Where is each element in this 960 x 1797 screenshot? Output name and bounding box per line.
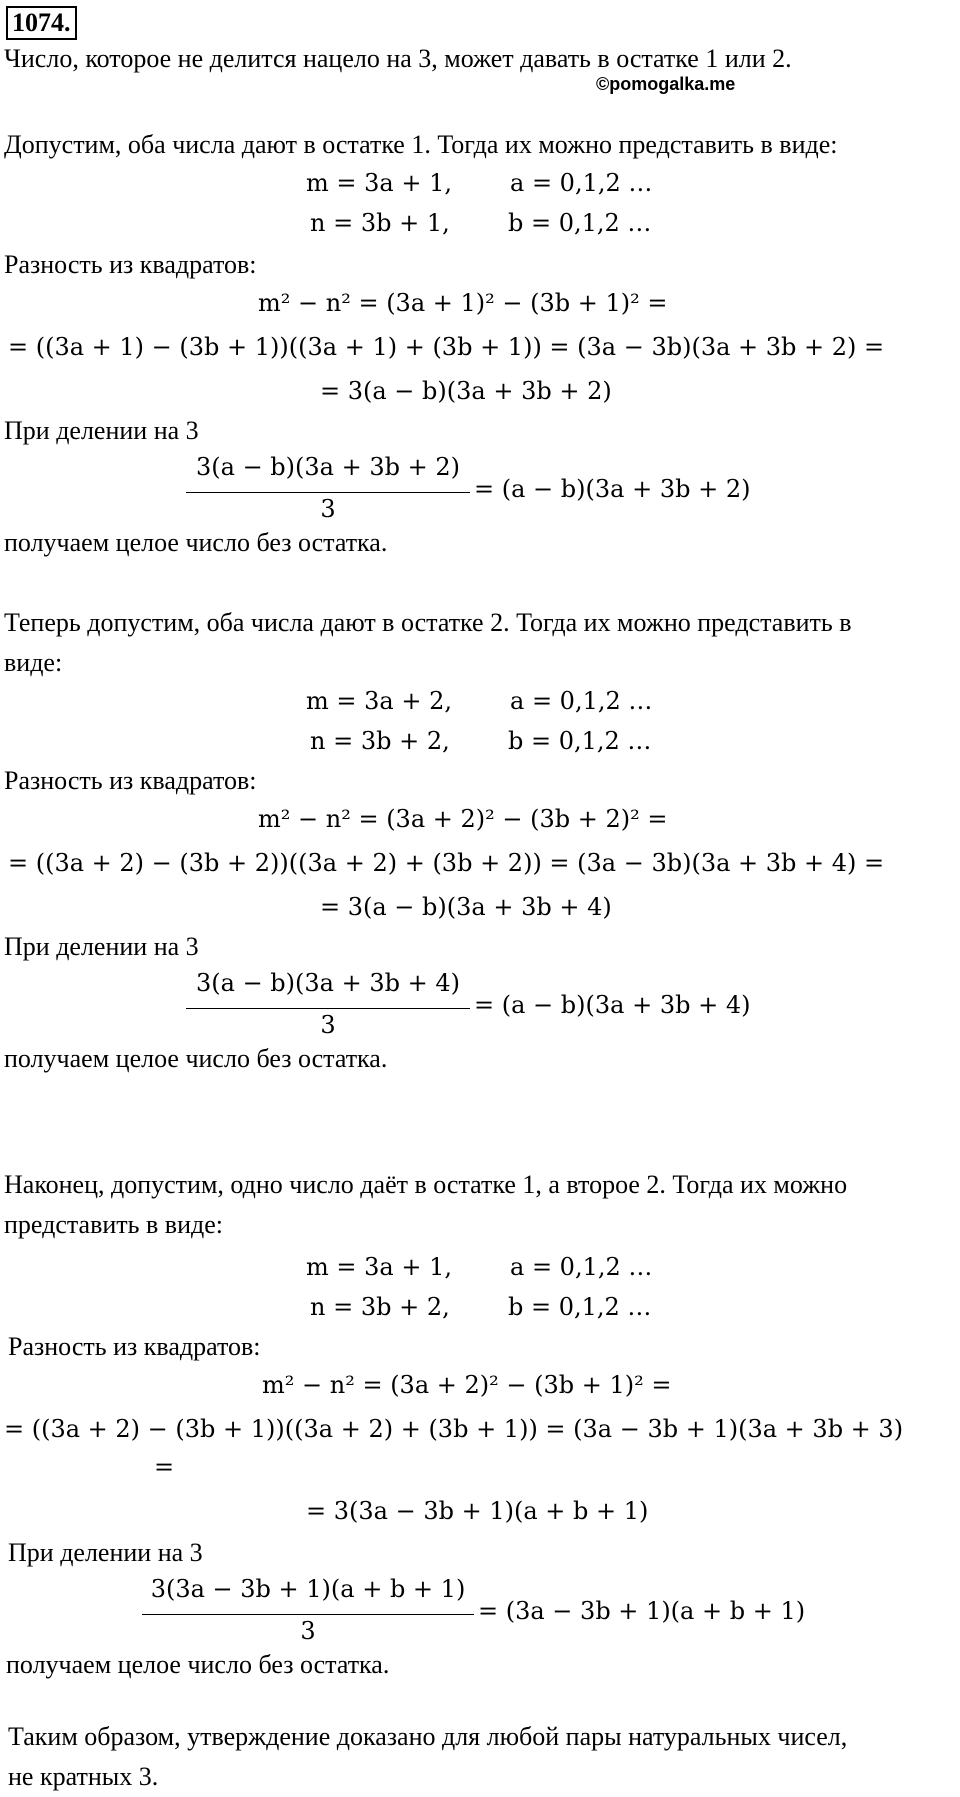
case1-fraction-denominator: 3 [320, 495, 336, 523]
case2-a-range: a = 0,1,2 … [510, 687, 653, 715]
case2-equation-1: m² − n² = (3a + 2)² − (3b + 2)² = [258, 805, 668, 833]
case2-fraction-result: = (a − b)(3a + 3b + 4) [474, 991, 751, 1019]
case1-equation-2: = ((3a + 1) − (3b + 1))((3a + 1) + (3b + 1)) = (3a − 3b)(3a + 3b + 2) = [8, 333, 885, 361]
case3-b-range: b = 0,1,2 … [508, 1293, 652, 1321]
case3-fraction-numerator: 3(3a − 3b + 1)(a + b + 1) [150, 1575, 466, 1603]
problem-number: 1074. [6, 6, 77, 40]
case2-n-definition: n = 3b + 2, [310, 727, 450, 755]
case3-fraction-denominator: 3 [300, 1617, 316, 1645]
case3-equation-2-continuation: = [154, 1453, 175, 1481]
case2-conclusion: получаем целое число без остатка. [4, 1044, 388, 1073]
case3-division-label: При делении на 3 [8, 1538, 203, 1567]
case1-n-definition: n = 3b + 1, [310, 209, 450, 237]
case3-conclusion: получаем целое число без остатка. [6, 1650, 390, 1679]
case1-equation-3: = 3(a − b)(3a + 3b + 2) [320, 377, 612, 405]
case1-a-range: a = 0,1,2 … [510, 169, 653, 197]
case1-b-range: b = 0,1,2 … [508, 209, 652, 237]
case1-m-definition: m = 3a + 1, [306, 169, 452, 197]
case1-diff-label: Разность из квадратов: [4, 250, 257, 279]
case3-equation-1: m² − n² = (3a + 2)² − (3b + 1)² = [262, 1371, 672, 1399]
case3-text-line-2: представить в виде: [4, 1210, 223, 1239]
case2-text-line-2: виде: [4, 648, 63, 677]
case3-diff-label: Разность из квадратов: [8, 1332, 261, 1361]
case2-division-label: При делении на 3 [4, 932, 199, 961]
case1-fraction-numerator: 3(a − b)(3a + 3b + 2) [196, 453, 460, 481]
final-statement-line-1: Таким образом, утверждение доказано для любой пары натуральных чисел, [8, 1722, 848, 1751]
case1-fraction-bar [186, 492, 470, 493]
case3-a-range: a = 0,1,2 … [510, 1253, 653, 1281]
case3-fraction-result: = (3a − 3b + 1)(a + b + 1) [478, 1597, 806, 1625]
final-statement-line-2: не кратных 3. [8, 1762, 159, 1791]
case1-division-label: При делении на 3 [4, 416, 199, 445]
case2-diff-label: Разность из квадратов: [4, 766, 257, 795]
case3-m-definition: m = 3a + 1, [306, 1253, 452, 1281]
case2-fraction-bar [186, 1008, 470, 1009]
case1-fraction-result: = (a − b)(3a + 3b + 2) [474, 475, 751, 503]
case3-fraction-bar [142, 1614, 474, 1615]
case2-text-line-1: Теперь допустим, оба числа дают в остатке 2. Тогда их можно представить в [4, 608, 852, 637]
case2-fraction-numerator: 3(a − b)(3a + 3b + 4) [196, 969, 460, 997]
case1-conclusion: получаем целое число без остатка. [4, 528, 388, 557]
case3-equation-2: = ((3a + 2) − (3b + 1))((3a + 2) + (3b + 1)) = (3a − 3b + 1)(3a + 3b + 3) [4, 1415, 904, 1443]
case3-n-definition: n = 3b + 2, [310, 1293, 450, 1321]
case2-equation-2: = ((3a + 2) − (3b + 2))((3a + 2) + (3b + 2)) = (3a − 3b)(3a + 3b + 4) = [8, 849, 885, 877]
case2-b-range: b = 0,1,2 … [508, 727, 652, 755]
watermark: ©pomogalka.me [596, 74, 736, 94]
intro-text: Число, которое не делится нацело на 3, может давать в остатке 1 или 2. [4, 44, 792, 73]
case3-text-line-1: Наконец, допустим, одно число даёт в остатке 1, а второе 2. Тогда их можно [4, 1170, 848, 1199]
case3-equation-3: = 3(3a − 3b + 1)(a + b + 1) [306, 1497, 649, 1525]
case2-equation-3: = 3(a − b)(3a + 3b + 4) [320, 893, 612, 921]
case1-text: Допустим, оба числа дают в остатке 1. Тогда их можно представить в виде: [4, 130, 838, 159]
case2-m-definition: m = 3a + 2, [306, 687, 452, 715]
case1-equation-1: m² − n² = (3a + 1)² − (3b + 1)² = [258, 289, 668, 317]
case2-fraction-denominator: 3 [320, 1011, 336, 1039]
